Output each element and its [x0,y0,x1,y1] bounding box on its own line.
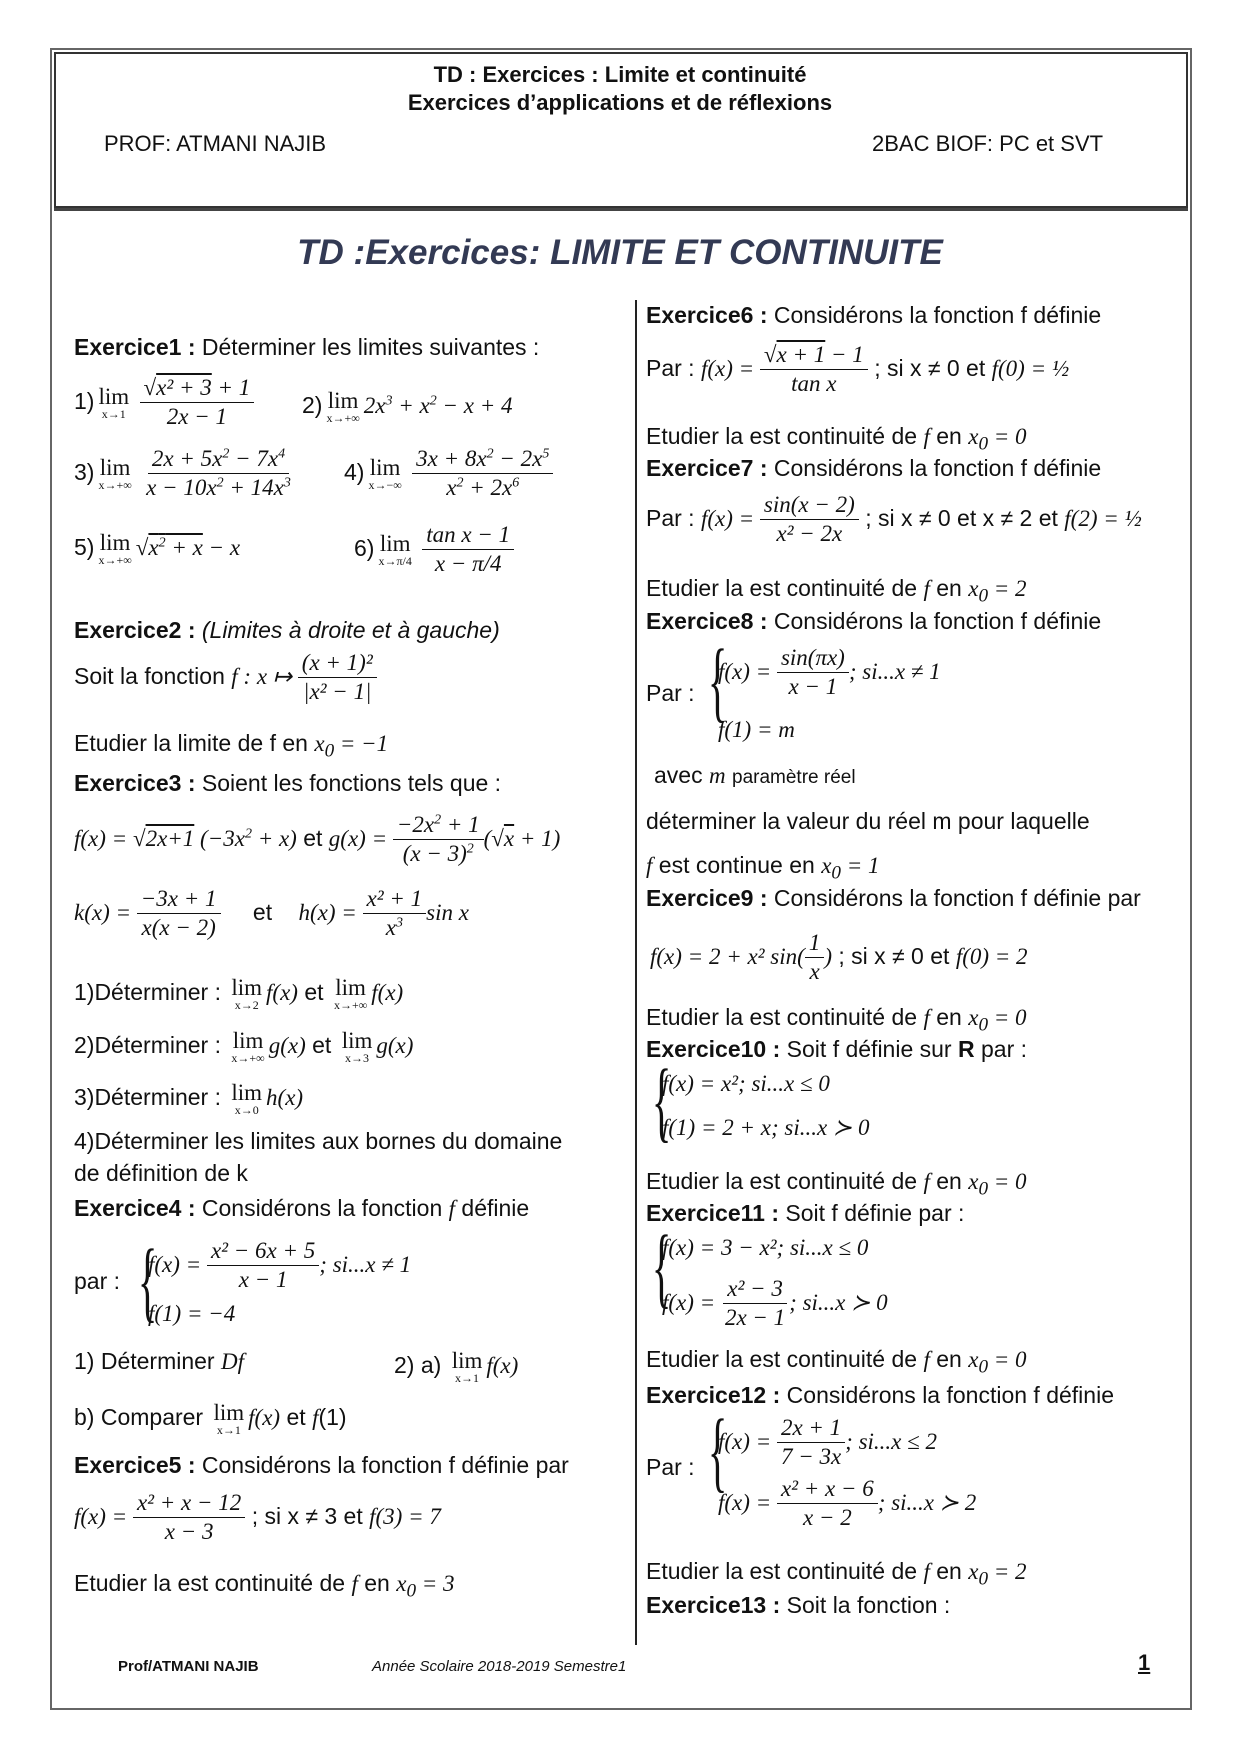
ex12-case1: f(x) = $\frac{2x + 1}{7 - 3x}$ ; si...x ≤ 2 [718,1415,938,1470]
exercise7-heading: Exercice7 : Considérons la fonction f définie [646,455,1102,481]
ex3-question1: 1)Déterminer : lim x→2 f(x) et lim x→+∞ f(x) [74,975,404,1013]
ex7-function: Par : f(x) = $\frac{\sin(x - 2)}{\text{x² − 2x}}$ ; si x ≠ 0 et x ≠ 2 et f(2) = ½ [646,492,1142,547]
ex7-study: Etudier la est continuité de f en $x_0 = 2$ [646,575,1027,607]
ex1-item4: 4) lim x→−∞ $\frac{3x + 8x^2 - 2x^5}{x^2 + 2x^6}$ [344,446,553,502]
header-divider [54,208,1188,211]
ex12-par: Par : [646,1454,695,1480]
exercise8-heading: Exercice8 : Considérons la fonction f définie [646,608,1102,634]
ex4-question1: 1) Déterminer Df [74,1348,244,1374]
ex2-function: Soit la fonction f : x ↦ $\frac{\text{(x + 1)²}}{\text{|x² − 1|}}$ [74,650,377,706]
ex11-brace: { [651,1218,672,1317]
ex4-brace: { [137,1232,158,1331]
ex3-question2: 2)Déterminer : lim x→+∞ g(x) et lim x→3 g(x) [74,1028,414,1066]
ex10-brace: { [651,1052,672,1151]
exercise5-heading: Exercice5 : Considérons la fonction f définie par [74,1452,569,1478]
ex3-question4b: de définition de k [74,1160,248,1186]
ex4-question2a: 2) a) lim x→1 f(x) [394,1348,519,1386]
exercise1-heading: Exercice1 : Déterminer les limites suivantes : [74,334,540,360]
ex12-brace: { [707,1402,728,1501]
header-title: TD : Exercices : Limite et continuité [433,62,807,87]
ex10-case1: f(x) = x²; si...x ≤ 0 [662,1071,830,1096]
ex4-par: par : [74,1268,121,1294]
exercise10-heading: Exercice10 : Soit f définie sur R par : [646,1036,1028,1062]
header-class: 2BAC BIOF: PC et SVT [872,131,1104,156]
ex1-item3: 3) lim x→+∞ $\frac{2x + 5x^2 - 7x^4}{x - 10x^2 + 14x^3}$ [74,446,291,501]
exercise11-heading: Exercice11 : Soit f définie par : [646,1200,965,1226]
ex3-question3: 3)Déterminer : lim x→0 h(x) [74,1080,304,1118]
ex4-case1: f(x) = $\frac{\text{x² − 6x + 5}}{x - 1}$ ; si...x ≠ 1 [148,1238,412,1293]
ex1-item6: 6) lim x→π/4 $\frac{\text{tan x − 1}}{x - \pi/4}$ [354,522,514,578]
exercise12-heading: Exercice12 : Considérons la fonction f définie [646,1382,1114,1408]
ex8-case2: f(1) = m [718,717,795,742]
ex5-study: Etudier la est continuité de f en $x_0 = 3$ [74,1570,455,1602]
ex8-par: Par : [646,680,695,706]
ex3-question4a: 4)Déterminer les limites aux bornes du domaine [74,1128,563,1154]
ex9-function: f(x) = 2 + x² sin( $\frac{1}{x}$ ) ; si x ≠ 0 et f(0) = 2 [650,930,1028,985]
ex10-case2: f(1) = 2 + x; si...x ≻ 0 [662,1115,870,1140]
exercise9-heading: Exercice9 : Considérons la fonction f définie par [646,885,1141,911]
ex6-function: Par : f(x) = $\frac{√x + 1 - 1}{\text{tan x}}$ ; si x ≠ 0 et f(0) = ½ [646,342,1070,397]
ex11-case1: f(x) = 3 − x²; si...x ≤ 0 [662,1235,869,1260]
exercise6-heading: Exercice6 : Considérons la fonction f définie [646,302,1102,328]
ex1-item1: 1) lim x→1 $\frac{\text{√x² + 3 + 1}}{2x - 1}$ [74,375,254,431]
ex8-case1: f(x) = $\frac{\sin(\pi x)}{x - 1}$ ; si...x ≠ 1 [718,645,941,700]
ex8-brace: { [707,632,728,731]
page-title: TD :Exercices: LIMITE ET CONTINUITE [297,233,943,272]
ex8-question: déterminer la valeur du réel m pour laquelle [646,808,1090,834]
ex3-functions-fg: f(x) = √2x+1 $(-3x^2 + x)$ et g(x) = $\frac{-2x^2 + 1}{(x - 3)^2}$ (√x + 1) [74,812,561,867]
column-separator [635,300,637,1645]
footer-year: Année Scolaire 2018-2019 Semestre1 [372,1658,627,1675]
exercise4-heading: Exercice4 : Considérons la fonction f définie [74,1195,530,1221]
exercise13-heading: Exercice13 : Soit la fonction : [646,1592,951,1618]
page-number: 1 [1138,1650,1151,1675]
ex12-study: Etudier la est continuité de f en $x_0 = 2$ [646,1558,1027,1590]
ex9-study: Etudier la est continuité de f en $x_0 = 0$ [646,1004,1027,1036]
ex8-avec: avec m paramètre réel [654,762,856,788]
ex4-questionb: b) Comparer lim x→1 f(x) et f(1) [74,1400,347,1438]
ex6-study: Etudier la est continuité de f en $x_0 = 0$ [646,423,1027,455]
ex11-case2: f(x) = $\frac{\text{x² − 3}}{2x - 1}$ ; si...x ≻ 0 [662,1276,888,1331]
footer-author: Prof/ATMANI NAJIB [118,1658,259,1675]
exercise3-heading: Exercice3 : Soient les fonctions tels que : [74,770,502,796]
ex2-study: Etudier la limite de f en $x_0 = -1$ [74,730,389,762]
ex5-function: f(x) = $\frac{\text{x² + x − 12}}{x - 3}$ ; si x ≠ 3 et f(3) = 7 [74,1490,441,1545]
ex4-case2: f(1) = −4 [148,1301,236,1326]
ex1-item2: 2) lim x→+∞ $2x^3 + x^2 - x + 4$ [302,388,513,426]
exercise2-heading: Exercice2 : (Limites à droite et à gauche) [74,617,500,643]
ex1-item5: 5) lim x→+∞ $√x^2 + x - x$ [74,530,241,568]
ex8-continuity: f est continue en $x_0 = 1$ [646,852,880,884]
header-subtitle: Exercices d’applications et de réflexions [407,90,833,115]
header-prof: PROF: ATMANI NAJIB [104,131,327,156]
ex11-study: Etudier la est continuité de f en $x_0 = 0$ [646,1346,1027,1378]
ex10-study: Etudier la est continuité de f en $x_0 = 0$ [646,1168,1027,1200]
ex12-case2: f(x) = $\frac{\text{x² + x − 6}}{x - 2}$ ; si...x ≻ 2 [718,1476,977,1531]
ex3-functions-kh: k(x) = $\frac{-3x + 1}{x(x - 2)}$ et h(x) = $\frac{\text{x² + 1}}{x^3}$ sin x [74,886,469,941]
